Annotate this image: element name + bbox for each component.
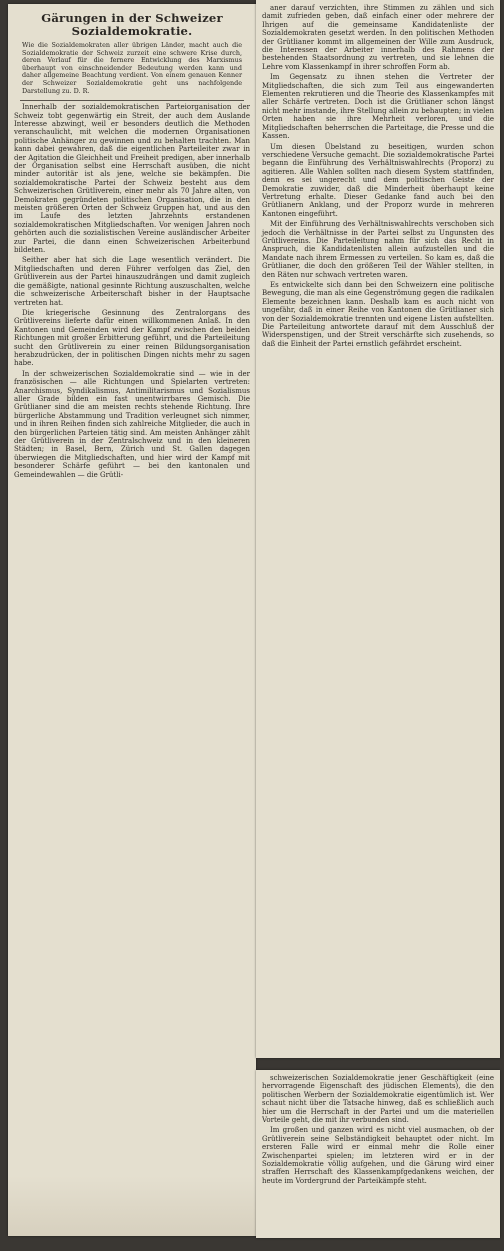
right-bottom-body [256,1070,500,1185]
article-headline [14,12,250,38]
right-top-body [256,0,500,348]
right-top-paragraph: Mit der Einführung des Verhältniswahlrechts verschoben sich jedoch die Verhältnisse in der Partei selbst zu Ungunsten des Grütlivereins. Die Parteileitung nahm für sich das Recht in Anspruch, die Kandidatenlisten allein aufzustellen und die Mandate nach ihrem Ermessen zu verteilen. So kam es, daß die Grütlianer, die doch den größeren Teil der Wähler stellten, in den Räten nur schwach vertreten waren. [262,220,494,279]
left-column-clipping [8,4,256,1236]
right-top-paragraph: Um diesen Übelstand zu beseitigen, wurden schon verschiedene Versuche gemacht. Die sozialdemokratische Partei begann die Einführung des Verhältniswahlrechts (Proporz) zu agitieren. Alle Wahlen sollten nach diesem System stattfinden, denn es sei ungerecht und dem politischen Geiste der Demokratie zuwider, daß die Minderheit überhaupt keine Vertretung erhalte. Dieser Gedanke fand auch bei den Grütlianern Anklang, und der Proporz wurde in mehreren Kantonen eingeführt. [262,142,494,218]
right-bottom-paragraph: schweizerischen Sozialdemokratie jener Geschäftigkeit (eine hervorragende Eigenschaft des jüdischen Elements), die den politischen Werbern der Sozialdemokratie eigentümlich ist. Wer schaut nicht über die Tatsache hinweg, daß es schließlich auch hier um die Herrschaft in der Partei und um die materiellen Vorteile geht, die mit ihr verbunden sind. [262,1074,494,1125]
left-paragraph: Seither aber hat sich die Lage wesentlich verändert. Die Mitgliedschaften und deren Führer verfolgen das Ziel, den Grütliverein aus der Partei hinauszudrängen und damit zugleich die gemäßigte, national gesinnte Richtung auszuschalten, welche die schweizerische Arbeiterschaft bisher in der Hauptsache vertreten hat. [14,256,250,307]
paper-stain [8,1176,256,1236]
article-intro: Wie die Sozialdemokraten aller übrigen Länder, macht auch die Sozialdemokratie der Schweiz zurzeit eine schwere Krise durch, deren Verlauf für die fernere Entwicklung des Marxismus überhaupt von einschneidender Bedeutung werden kann und daher allgemeine Beachtung verdient. Von einem genauen Kenner der Schweizer Sozialdemokratie geht uns nachfolgende Darstellung zu. D. R. [22,41,242,95]
left-column-body [8,4,256,479]
left-paragraph: Die kriegerische Gesinnung des Zentralorgans des Grütlivereins lieferte dafür einen willkommenen Anlaß. In den Kantonen und Gemeinden wird der Kampf zwischen den beiden Richtungen mit großer Erbitterung geführt, und die Parteileitung sucht den Grütliverein zu einer reinen Bildungsorganisation herabzudrücken, der in politischen Dingen nichts mehr zu sagen habe. [14,308,250,368]
right-top-paragraph: Es entwickelte sich dann bei den Schweizern eine politische Bewegung, die man als eine Gegenströmung gegen die radikalen Elemente bezeichnen kann. Deshalb kam es auch nicht von ungefähr, daß in einer Reihe von Kantonen die Grütlianer sich von der Sozialdemokratie trennten und eigene Listen aufstellten. Die Parteileitung antwortete darauf mit dem Ausschluß der Widerspenstigen, und der Streit verschärfte sich zusehends, so daß die Einheit der Partei ernstlich gefährdet erscheint. [262,281,494,348]
right-column-clipping-top [256,0,500,1058]
left-paragraph: Innerhalb der sozialdemokratischen Parteiorganisation der Schweiz tobt gegenwärtig ein Streit, der auch dem Auslande Interesse abzwingt, weil er besonders deutlich die Methoden veranschaulicht, mit welchen die modernen Organisationen politische Anhänger zu gewinnen und zu behalten trachten. Man kann dabei gewahren, daß die eigentlichen Parteileiter zwar in der Agitation die Gleichheit und Freiheit predigen, aber innerhalb der Organisation selbst eine Herrschaft ausüben, die nicht minder autoritär ist als jene, welche sie bekämpfen. Die sozialdemokratische Partei der Schweiz besteht aus dem Schweizerischen Grütliverein, einer mehr als 70 Jahre alten, von Demokraten gegründeten politischen Organisation, die in den meisten größeren Orten der Schweiz Gruppen hat, und aus den im Laufe des letzten Jahrzehnts erstandenen sozialdemokratischen Mitgliedschaften. Vor wenigen Jahren noch gehörten auch die sozialistischen Vereine ausländischer Arbeiter zur Partei, die dann einen Schweizerischen Arbeiterbund bildeten. [14,103,250,255]
right-top-paragraph: aner darauf verzichten, ihre Stimmen zu zählen und sich damit zufrieden geben, daß einfach einer oder mehrere der Ihrigen auf die gemeinsame Kandidatenliste der Sozialdemokraten gesetzt werden. In den politischen Methoden der Grütlianer kommt im allgemeinen der Wille zum Ausdruck, die Interessen der Arbeiter innerhalb des Rahmens der bestehenden Staatsordnung zu vertreten, und sie lehnen die Lehre vom Klassenkampf in ihrer schroffen Form ab. [262,4,494,71]
headline-line-2: Sozialdemokratie. [71,24,193,38]
right-column-clipping-bottom [256,1070,500,1238]
headline-line-1: Gärungen in der Schweizer [41,11,223,25]
right-top-paragraph: Im Gegensatz zu ihnen stehen die Vertreter der Mitgliedschaften, die sich zum Teil aus eingewanderten Elementen rekrutieren und die Theorie des Klassenkampfes mit aller Schärfe vertreten. Doch ist die Grütlianer schon längst nicht mehr imstande, ihre Stellung allein zu behaupten; in vielen Orten haben sie ihre Mehrheit verloren, und die Mitgliedschaften beherrschen die Parteitage, die Presse und die Kassen. [262,73,494,141]
intro-divider [20,100,244,101]
right-bottom-paragraph: Im großen und ganzen wird es nicht viel ausmachen, ob der Grütliverein seine Selbständigkeit behauptet oder nicht. Im ersteren Falle wird er einmal mehr die Rolle einer Zwischenpartei spielen; im letzteren wird er in der Sozialdemokratie völlig aufgehen, und die Gärung wird einer straffen Herrschaft des Klassenkampfgedankens weichen, der heute im Vordergrund der Parteikämpfe steht. [262,1126,494,1185]
left-paragraph: In der schweizerischen Sozialdemokratie sind — wie in der französischen — alle Richtungen und Spielarten vertreten: Anarchismus, Syndikalismus, Antimilitarismus und Sozialismus aller Grade bilden ein fast unentwirrbares Gemisch. Die Grütlianer sind die am meisten rechts stehende Richtung. Ihre bürgerliche Abstammung und Tradition verleugnet sich nimmer, und in ihren Reihen finden sich zahlreiche Mitglieder, die auch in den bürgerlichen Parteien tätig sind. Am meisten Anhänger zählt der Grütliverein in der Zentralschweiz und in den kleineren Städten; in Basel, Bern, Zürich und St. Gallen dagegen überwiegen die Mitgliedschaften, und hier wird der Kampf mit besonderer Schärfe geführt — bei den kantonalen und Gemeindewahlen — die Grütli- [14,369,250,479]
